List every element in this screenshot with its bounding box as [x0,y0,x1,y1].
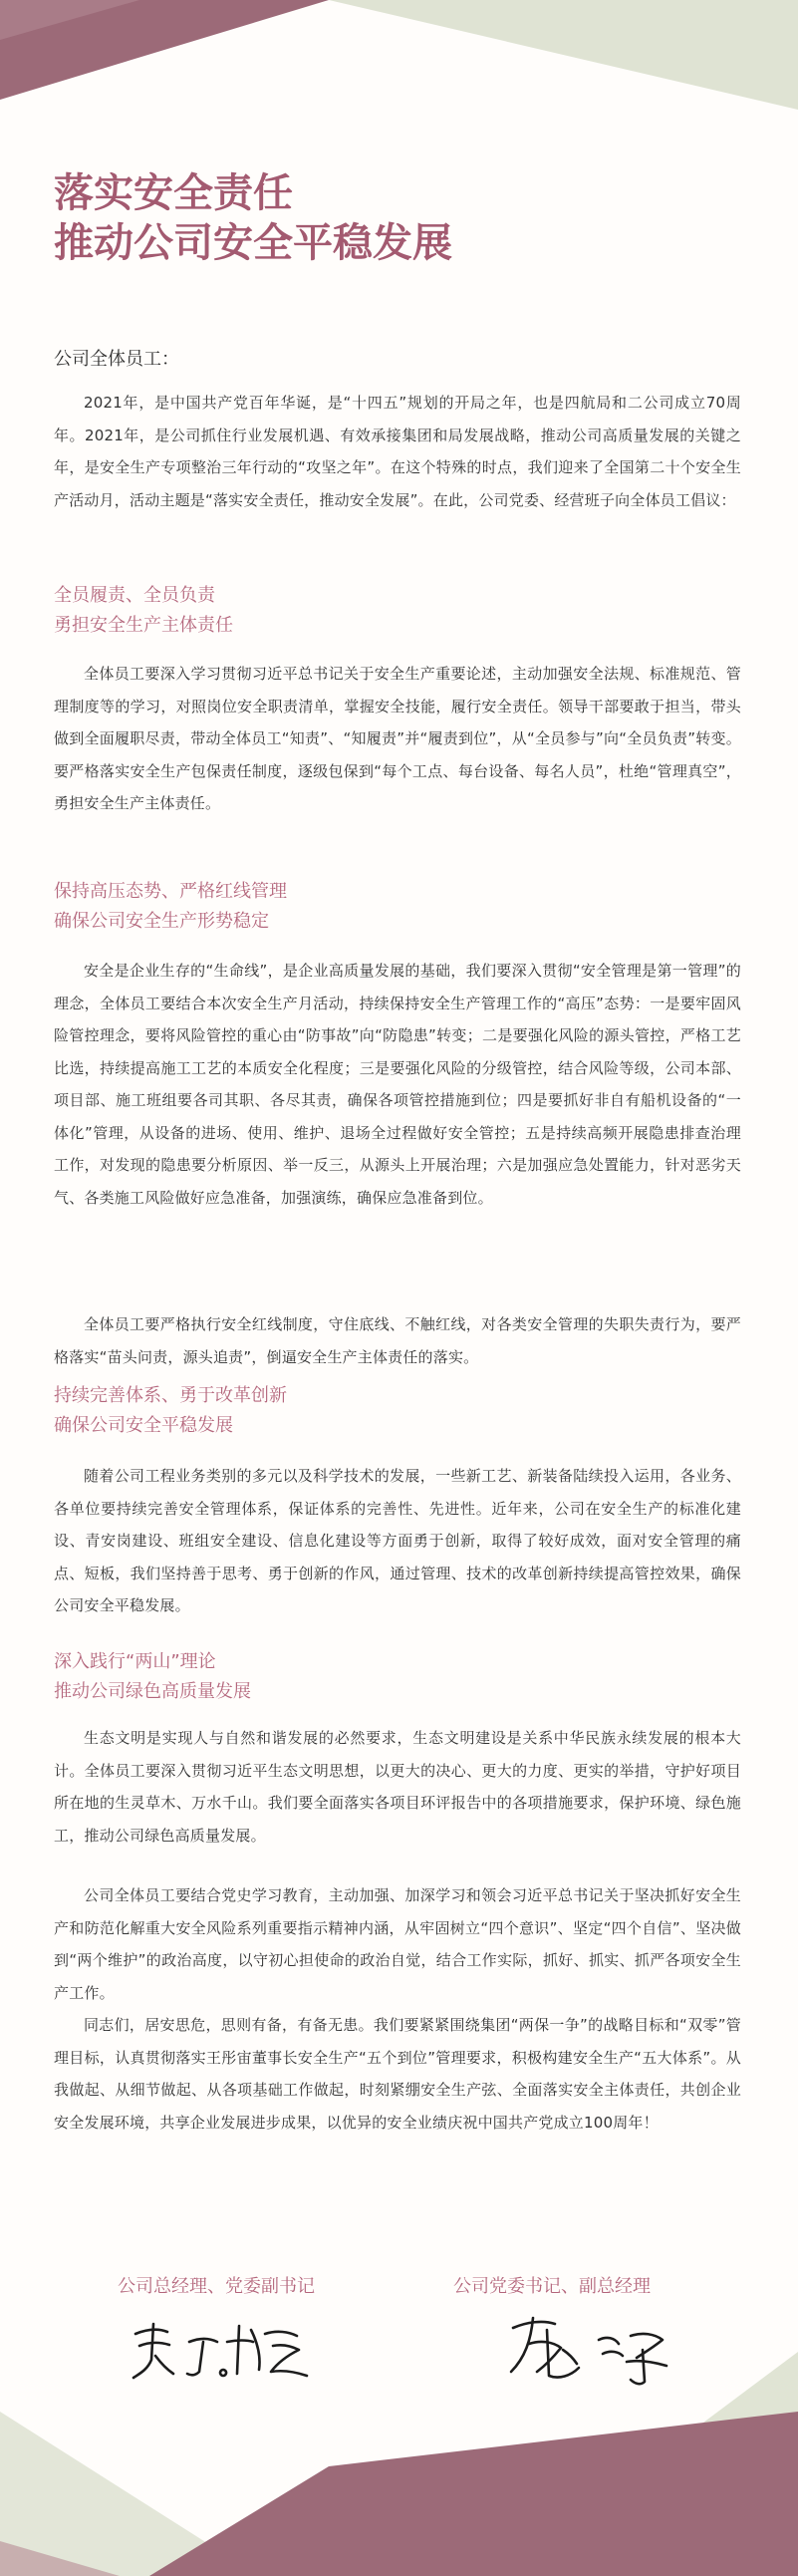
section-1-paragraph: 全体员工要深入学习贯彻习近平总书记关于安全生产重要论述，主动加强安全法规、标准规范、管理制度等的学习，对照岗位安全职责清单，掌握安全技能，履行安全责任。领导干部要敢于担当，带头做到全面履职尽责，带动全体员工“知责”、“知履责”并“履责到位”，从“全员参与”向“全员负责”转变。要严格落实安全生产包保责任制度，逐级包保到“每个工点、每台设备、每名人员”，杜绝“管理真空”，勇担安全生产主体责任。 [54,665,741,812]
section-4-heading-2: 推动公司绿色高质量发展 [54,1681,251,1702]
top-decoration [0,0,798,110]
section-3-paragraph: 随着公司工程业务类别的多元以及科学技术的发展，一些新工艺、新装备陆续投入运用，各业务、各单位要持续完善安全管理体系，保证体系的完善性、先进性。近年来，公司在安全生产的标准化建设、青安岗建设、班组安全建设、信息化建设等方面勇于创新，取得了较好成效，面对安全管理的痛点、短板，我们坚持善于思考、勇于创新的作风，通过管理、技术的改革创新持续提高管控效果，确保公司安全平稳发展。 [54,1467,741,1614]
closing-paragraph-1: 公司全体员工要结合党史学习教育，主动加强、加深学习和领会习近平总书记关于坚决抓好安全生产和防范化解重大安全风险系列重要指示精神内涵，从牢固树立“四个意识”、坚定“四个自信”、坚决做到“两个维护”的政治高度，以守初心担使命的政治自觉，结合工作实际，抓好、抓实、抓严各项安全生产工作。 [54,1886,741,2002]
section-3-heading-1: 持续完善体系、勇于改革创新 [54,1385,287,1406]
section-4-heading-1: 深入践行“两山”理论 [54,1651,216,1672]
title-line-1: 落实安全责任 [54,170,293,216]
salutation: 公司全体员工： [54,349,179,370]
title-line-2: 推动公司安全平稳发展 [54,220,452,266]
section-4-paragraph: 生态文明是实现人与自然和谐发展的必然要求，生态文明建设是关系中华民族永续发展的根本大计。全体员工要深入贯彻习近平生态文明思想，以更大的决心、更大的力度、更实的举措，守护好项目所在地的生灵草木、万水千山。我们要全面落实各项目环评报告中的各项措施要求，保护环境、绿色施工，推动公司绿色高质量发展。 [54,1729,741,1845]
section-2-paragraph-1: 安全是企业生存的“生命线”，是企业高质量发展的基础，我们要深入贯彻“安全管理是第一管理”的理念，全体员工要结合本次安全生产月活动，持续保持安全生产管理工作的“高压”态势：一是要牢固风险管控理念，要将风险管控的重心由“防事故”向“防隐患”转变；二是要强化风险的源头管控，严格工艺比选，持续提高施工工艺的本质安全化程度；三是要强化风险的分级管控，结合风险等级，公司本部、项目部、施工班组要各司其职、各尽其责，确保各项管控措施到位；四是要抓好非自有船机设备的“一体化”管理，从设备的进场、使用、维护、退场全过程做好安全管控；五是持续高频开展隐患排查治理工作，对发现的隐患要分析原因、举一反三，从源头上开展治理；六是加强应急处置能力，针对恶劣天气、各类施工风险做好应急准备，加强演练，确保应急准备到位。 [54,962,741,1207]
signature-title-right: 公司党委书记、副总经理 [453,2276,651,2297]
signature-right [503,2310,682,2390]
section-2-heading-1: 保持高压态势、严格红线管理 [54,881,287,902]
signature-title-left: 公司总经理、党委副书记 [118,2276,315,2297]
section-2-heading-2: 确保公司安全生产形势稳定 [54,911,269,932]
section-3-heading-2: 确保公司安全平稳发展 [54,1415,233,1436]
intro-paragraph: 2021年，是中国共产党百年华诞，是“十四五”规划的开局之年，也是四航局和二公司成立70周年。2021年，是公司抓住行业发展机遇、有效承接集团和局发展战略，推动公司高质量发展的关键之年，是安全生产专项整治三年行动的“攻坚之年”。在这个特殊的时点，我们迎来了全国第二十个安全生产活动月，活动主题是“落实安全责任，推动安全发展”。在此，公司党委、经营班子向全体员工倡议： [54,394,741,509]
signature-left [128,2312,327,2392]
section-1-heading-2: 勇担安全生产主体责任 [54,615,233,636]
closing-paragraph-2: 同志们，居安思危，思则有备，有备无患。我们要紧紧围绕集团“两保一争”的战略目标和“双零”管理目标，认真贯彻落实王彤宙董事长安全生产“五个到位”管理要求，积极构建安全生产“五大体系”。从我做起、从细节做起、从各项基础工作做起，时刻紧绷安全生产弦、全面落实安全主体责任，共创企业安全发展环境，共享企业发展进步成果，以优异的安全业绩庆祝中国共产党成立100周年！ [54,2016,741,2132]
section-1-heading-1: 全员履责、全员负责 [54,585,215,606]
section-2-paragraph-2: 全体员工要严格执行安全红线制度，守住底线、不触红线，对各类安全管理的失职失责行为，要严格落实“苗头问责，源头追责”，倒逼安全生产主体责任的落实。 [54,1315,741,1366]
